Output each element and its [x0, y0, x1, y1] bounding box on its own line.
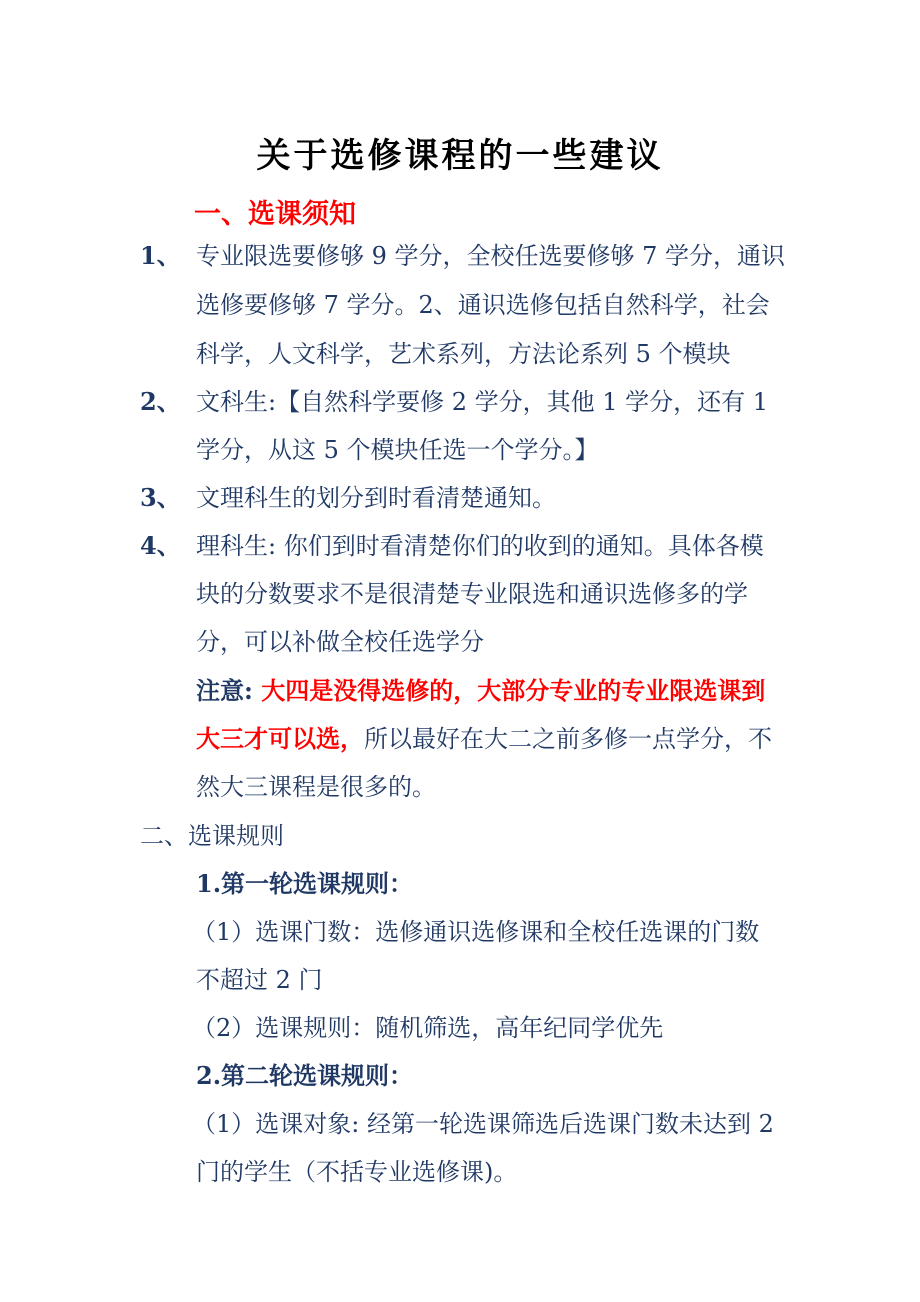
- round-1-rule-2: （2）选课规则：随机筛选，高年纪同学优先: [192, 1014, 664, 1042]
- note-label: 注意:: [196, 676, 262, 705]
- item-number-4: 4、: [140, 531, 181, 560]
- note-text-2: 所以最好在大二之前多修一点学分，不: [364, 725, 772, 753]
- item-4-line-2: 块的分数要求不是很清楚专业限选和通识选修多的学: [196, 580, 748, 608]
- item-number-3: 3、: [140, 483, 181, 512]
- note-line-3: 然大三课程是很多的。: [196, 773, 436, 801]
- item-1-line-3: 科学，人文科学，艺术系列，方法论系列 5 个模块: [196, 340, 731, 368]
- item-2-line-1: 文科生:【自然科学要修 2 学分，其他 1 学分，还有 1: [196, 388, 769, 416]
- item-number-1: 1、: [140, 241, 181, 270]
- note-line-1: [196, 675, 765, 707]
- section-heading-rules: 二、选课规则: [140, 822, 284, 850]
- note-line-2: [196, 723, 772, 755]
- item-number-2: 2、: [140, 387, 181, 416]
- round-1-heading: 1.第一轮选课规则：: [196, 869, 414, 898]
- note-red-text-1: 大四是没得选修的，大部分专业的专业限选课到: [261, 676, 766, 705]
- note-red-text-2: 大三才可以选，: [196, 724, 364, 753]
- round-2-rule-1-line-1: （1）选课对象: 经第一轮选课筛选后选课门数未达到 2: [192, 1110, 774, 1138]
- round-2-rule-1-line-2: 门的学生（不括专业选修课)。: [196, 1158, 518, 1186]
- item-3-line-1: 文理科生的划分到时看清楚通知。: [196, 484, 556, 512]
- item-4-line-3: 分，可以补做全校任选学分: [196, 628, 484, 656]
- round-1-rule-1-line-2: 不超过 2 门: [196, 966, 323, 994]
- round-2-heading: 2.第二轮选课规则：: [196, 1061, 414, 1090]
- section-heading-notice: 一、选课须知: [194, 199, 356, 230]
- item-1-line-1: 专业限选要修够 9 学分，全校任选要修够 7 学分，通识: [196, 242, 786, 270]
- item-4-line-1: 理科生: 你们到时看清楚你们的收到的通知。具体各模: [196, 532, 764, 560]
- page-title: 关于选修课程的一些建议: [256, 136, 664, 176]
- item-2-line-2: 学分，从这 5 个模块任选一个学分。】: [196, 436, 599, 464]
- item-1-line-2: 选修要修够 7 学分。2、通识选修包括自然科学，社会: [196, 291, 770, 319]
- round-1-rule-1-line-1: （1）选课门数：选修通识选修课和全校任选课的门数: [192, 918, 760, 946]
